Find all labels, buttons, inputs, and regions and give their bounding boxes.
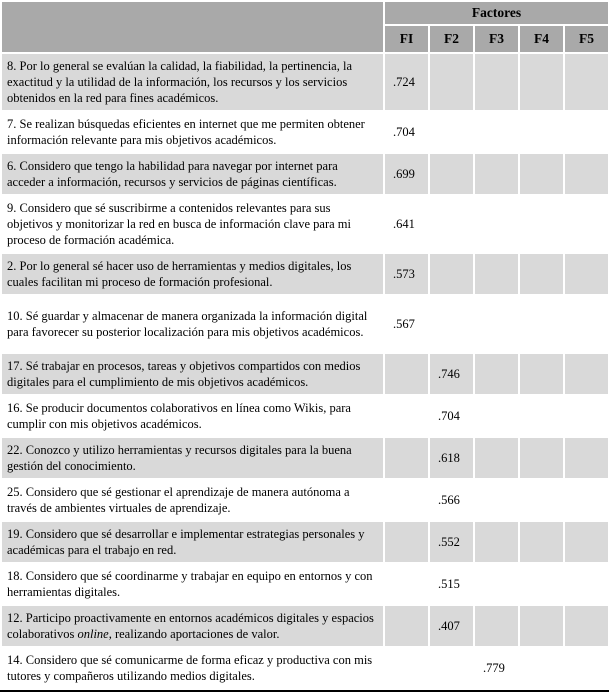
table-row-item12 [2, 606, 608, 646]
item-text: 19. Considero que sé desarrollar e implementar estrategias personales y académicas para el trabajo en red. [2, 522, 383, 562]
loading-f3 [475, 254, 518, 294]
col-header-f1: FI [385, 26, 428, 52]
loading-f5 [565, 564, 608, 604]
item-text: 8. Por lo general se evalúan la calidad, la fiabilidad, la pertinencia, la exactitud y la utilidad de la información, los recursos y los servicios obtenidos en la red para fines académicos. [2, 54, 383, 110]
loading-f4 [520, 438, 563, 478]
loading-f1: .573 [385, 254, 428, 294]
loading-f3: .779 [475, 648, 518, 688]
loading-f5 [565, 396, 608, 436]
loading-f2: .566 [430, 480, 473, 520]
corner-cell [2, 2, 383, 52]
loading-f4 [520, 54, 563, 110]
loading-f3 [475, 354, 518, 394]
loading-f4 [520, 196, 563, 252]
loading-f1 [385, 354, 428, 394]
col-header-f5: F5 [565, 26, 608, 52]
loading-f5 [565, 354, 608, 394]
table-row-item10 [2, 296, 608, 352]
loading-f3 [475, 564, 518, 604]
table-row-item9 [2, 196, 608, 252]
item-text-part: 12. Participo proactivamente en entornos académicos digitales y espacios colaborativos [7, 611, 374, 641]
table-row-item8 [2, 54, 608, 110]
loading-f4 [520, 254, 563, 294]
header-group-row [2, 2, 608, 24]
loading-f3 [475, 196, 518, 252]
loading-f1 [385, 480, 428, 520]
loading-f5 [565, 296, 608, 352]
loading-f2: .618 [430, 438, 473, 478]
loading-f1: .641 [385, 196, 428, 252]
item-text: 14. Considero que sé comunicarme de forma eficaz y productiva con mis tutores y compañeros utilizando medios digitales. [2, 648, 383, 688]
loading-f3 [475, 480, 518, 520]
loading-f5 [565, 522, 608, 562]
loading-f5 [565, 606, 608, 646]
loading-f3 [475, 522, 518, 562]
item-text: 18. Considero que sé coordinarme y trabajar en equipo en entornos y con herramientas digitales. [2, 564, 383, 604]
table-row-item7 [2, 112, 608, 152]
item-text: 9. Considero que sé suscribirme a contenidos relevantes para sus objetivos y monitorizar la red en busca de información clave para mi proceso de formación académica. [2, 196, 383, 252]
loading-f4 [520, 354, 563, 394]
loading-f4 [520, 648, 563, 688]
loading-f2: .515 [430, 564, 473, 604]
loading-f2 [430, 154, 473, 194]
table-row-item22 [2, 438, 608, 478]
item-text: 25. Considero que sé gestionar el aprendizaje de manera autónoma a través de ambientes virtuales de aprendizaje. [2, 480, 383, 520]
col-header-f3: F3 [475, 26, 518, 52]
loading-f4 [520, 606, 563, 646]
table-row-item2 [2, 254, 608, 294]
table-row-item18 [2, 564, 608, 604]
col-header-f2: F2 [430, 26, 473, 52]
item-text: 22. Conozco y utilizo herramientas y recursos digitales para la buena gestión del conocimiento. [2, 438, 383, 478]
loading-f1: .724 [385, 54, 428, 110]
item-text-part: , realizando aportaciones de valor. [108, 627, 280, 641]
loading-f4 [520, 112, 563, 152]
item-text: 17. Sé trabajar en procesos, tareas y objetivos compartidos con medios digitales para el cumplimiento de mis objetivos académicos. [2, 354, 383, 394]
loading-f1 [385, 522, 428, 562]
table-row-item17 [2, 354, 608, 394]
item-text: 7. Se realizan búsquedas eficientes en internet que me permiten obtener información relevante para mis objetivos académicos. [2, 112, 383, 152]
loading-f3 [475, 396, 518, 436]
loading-f5 [565, 254, 608, 294]
table-row-item25 [2, 480, 608, 520]
loading-f4 [520, 480, 563, 520]
loading-f2: .552 [430, 522, 473, 562]
loading-f2 [430, 254, 473, 294]
loading-f2 [430, 648, 473, 688]
loading-f1: .567 [385, 296, 428, 352]
loading-f3 [475, 606, 518, 646]
item-text: 2. Por lo general sé hacer uso de herramientas y medios digitales, los cuales facilitan mi proceso de formación profesional. [2, 254, 383, 294]
loading-f5 [565, 196, 608, 252]
loading-f3 [475, 112, 518, 152]
item-text: 6. Considero que tengo la habilidad para navegar por internet para acceder a información, recursos y servicios de páginas científicas. [2, 154, 383, 194]
loading-f1: .699 [385, 154, 428, 194]
loading-f1 [385, 438, 428, 478]
loading-f3 [475, 54, 518, 110]
table-row-item14 [2, 648, 608, 688]
table-row-item6 [2, 154, 608, 194]
loading-f5 [565, 480, 608, 520]
loading-f1 [385, 606, 428, 646]
item-text: 10. Sé guardar y almacenar de manera organizada la información digital para favorecer su posterior localización para mis objetivos académicos. [2, 296, 383, 352]
loading-f5 [565, 112, 608, 152]
loading-f4 [520, 154, 563, 194]
loading-f3 [475, 296, 518, 352]
loading-f2: .407 [430, 606, 473, 646]
loading-f4 [520, 522, 563, 562]
item-text [2, 606, 383, 646]
loading-f1 [385, 564, 428, 604]
table-row-item16 [2, 396, 608, 436]
loading-f2 [430, 296, 473, 352]
loading-f2 [430, 196, 473, 252]
loading-f4 [520, 296, 563, 352]
loading-f2: .704 [430, 396, 473, 436]
loading-f4 [520, 396, 563, 436]
loading-f5 [565, 438, 608, 478]
loading-f2 [430, 112, 473, 152]
loading-f4 [520, 564, 563, 604]
loading-f5 [565, 54, 608, 110]
item-text-italic: online [77, 627, 109, 641]
loading-f1: .704 [385, 112, 428, 152]
loading-f3 [475, 438, 518, 478]
loading-f2: .746 [430, 354, 473, 394]
table-row-item19 [2, 522, 608, 562]
loading-f1 [385, 648, 428, 688]
factores-group-header: Factores [385, 2, 608, 24]
loading-f1 [385, 396, 428, 436]
col-header-f4: F4 [520, 26, 563, 52]
loading-f2 [430, 54, 473, 110]
loading-f3 [475, 154, 518, 194]
loading-f5 [565, 648, 608, 688]
loading-f5 [565, 154, 608, 194]
item-text: 16. Se producir documentos colaborativos en línea como Wikis, para cumplir con mis objetivos académicos. [2, 396, 383, 436]
